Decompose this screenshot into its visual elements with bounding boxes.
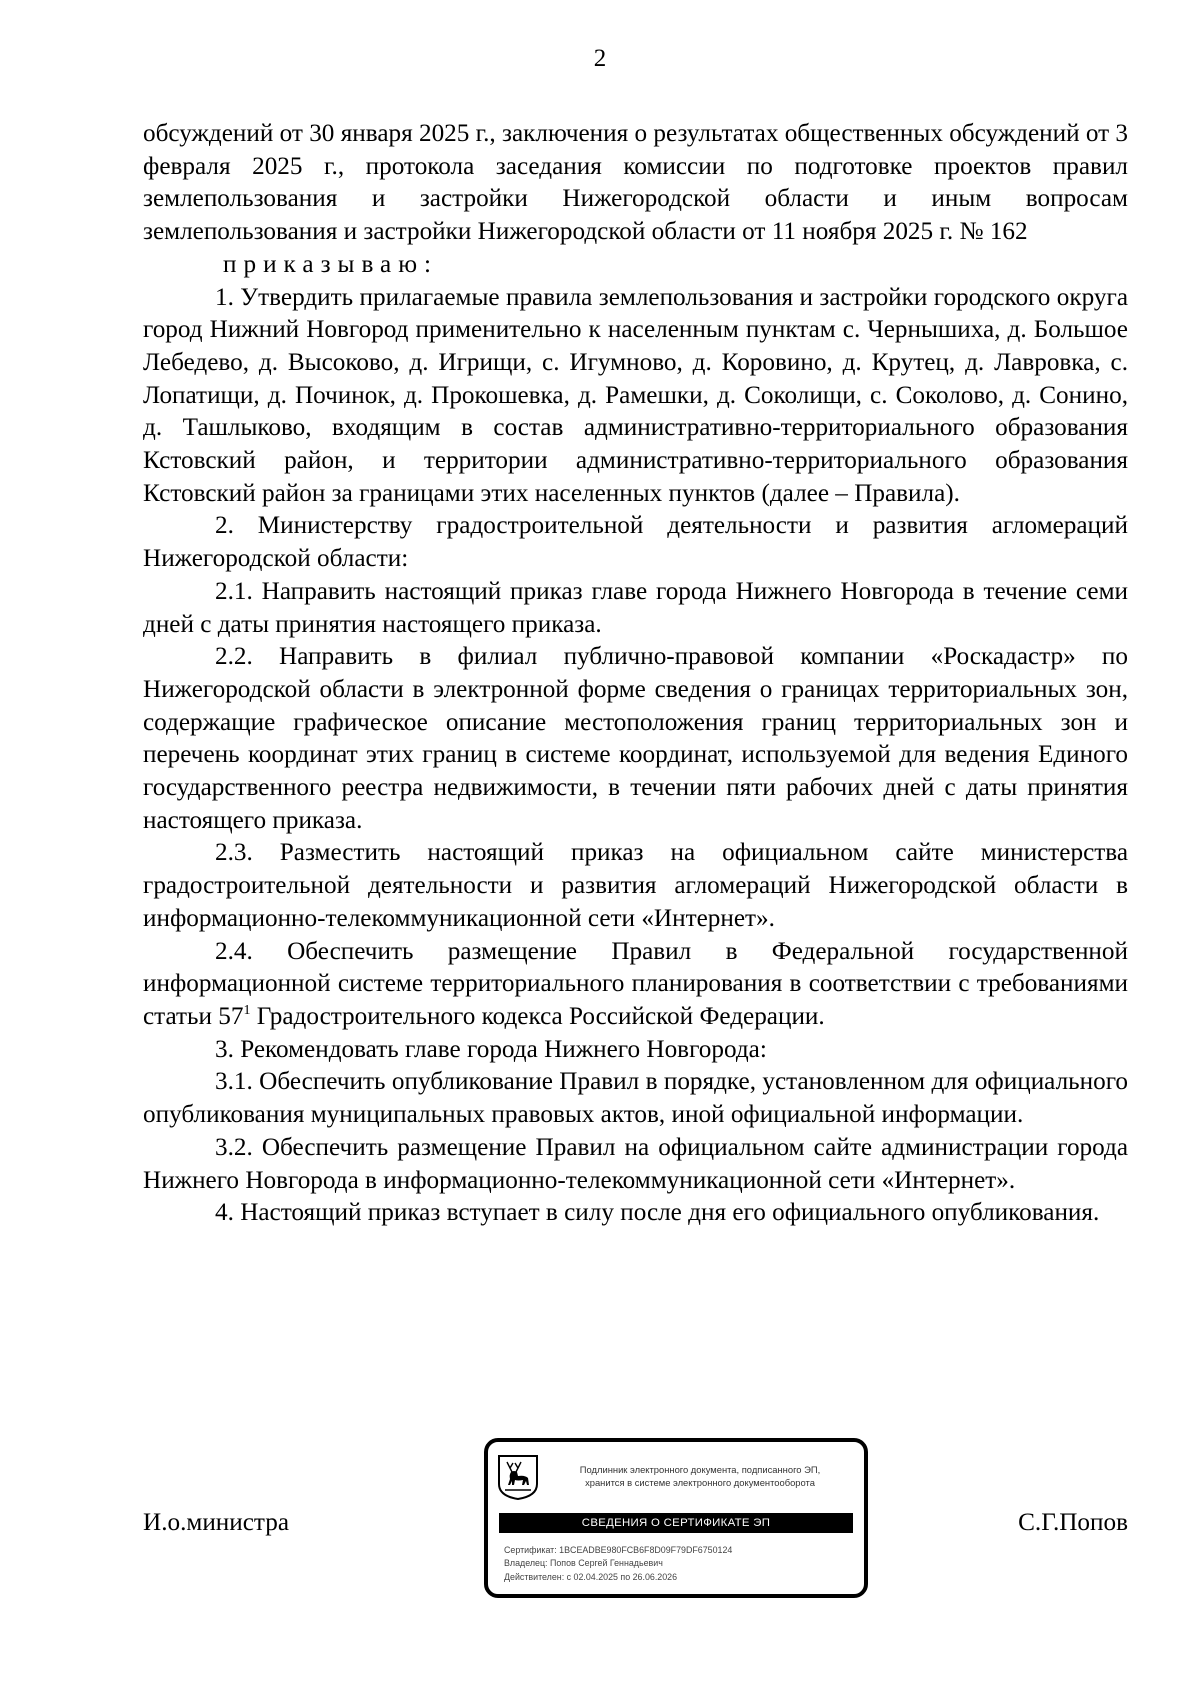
article-superscript: 1 <box>243 1002 251 1018</box>
electronic-signature-stamp <box>484 1438 868 1598</box>
stamp-certificate-validity: Действителен: с 02.04.2025 по 26.06.2026 <box>504 1571 678 1582</box>
paragraph-item-4: 4. Настоящий приказ вступает в силу после дня его официального опубликования. <box>215 1199 1100 1227</box>
stamp-certificate-details <box>504 1544 732 1584</box>
paragraph-item-2-2: 2.2. Направить в филиал публично-правовой компании «Роскадастр» по Нижегородской области в электронной форме сведения о границах территориальных зон, содержащие графическое описание местоположения границ территориальных зон и перечень координат этих границ в системе координат, используемой для ведения Единого государственного реестра недвижимости, в течении пяти рабочих дней с даты принятия настоящего приказа. <box>143 643 1128 834</box>
paragraph-item-2-4-text: 2.4. Обеспечить размещение Правил в Федеральной государственной информационной системе территориального планирования в соответствии с требованиями статьи 57 <box>143 937 1128 1030</box>
paragraph-item-3-1: 3.1. Обеспечить опубликование Правил в порядке, установленном для официального опубликования муниципальных правовых актов, иной официальной информации. <box>143 1068 1128 1129</box>
paragraph-item-2: 2. Министерству градостроительной деятельности и развития агломераций Нижегородской области: <box>143 512 1128 573</box>
document-body <box>143 118 1128 1230</box>
paragraph-item-2-4 <box>143 936 1128 1034</box>
paragraph-item-3: 3. Рекомендовать главе города Нижнего Новгорода: <box>215 1035 767 1063</box>
stamp-certificate-banner: СВЕДЕНИЯ О СЕРТИФИКАТЕ ЭП <box>499 1513 853 1533</box>
paragraph-item-2-3: 2.3. Разместить настоящий приказ на официальном сайте министерства градостроительной деятельности и развития агломераций Нижегородской области в информационно-телекоммуникационной сети «Интернет». <box>143 839 1128 932</box>
order-verb: приказываю: <box>223 250 439 278</box>
paragraph-item-3-2: 3.2. Обеспечить размещение Правил на официальном сайте администрации города Нижнего Новгорода в информационно-телекоммуникационной сети «Интернет». <box>143 1133 1128 1194</box>
signatory-position: И.о.министра <box>143 1509 290 1536</box>
paragraph-preamble-continuation: обсуждений от 30 января 2025 г., заключения о результатах общественных обсуждений от 3 февраля 2025 г., протокола заседания комиссии по подготовке проектов правил землепользования и застройки Нижегородской области и иным вопросам землепользования и застройки Нижегородской области от 11 ноября 2025 г. № 162 <box>143 120 1129 246</box>
nizhny-novgorod-deer-emblem-icon <box>497 1454 539 1500</box>
paragraph-item-1: 1. Утвердить прилагаемые правила землепользования и застройки городского округа город Нижний Новгород применительно к населенным пунктам с. Чернышиха, д. Большое Лебедево, д. Высоково, д. Игрищи, с. Игумново, д. Коровино, д. Крутец, д. Лавровка, с. Лопатищи, д. Починок, д. Прокошевка, д. Рамешки, д. Соколищи, с. Соколово, д. Сонино, д. Ташлыково, входящим в состав административно-территориального образования Кстовский район, и территории административно-территориального образования Кстовский район за границами этих населенных пунктов (далее – Правила). <box>143 283 1128 507</box>
signatory-name: С.Г.Попов <box>1018 1509 1128 1536</box>
stamp-certificate-owner: Владелец: Попов Сергей Геннадьевич <box>504 1558 663 1569</box>
stamp-certificate-number: Сертификат: 1BCEADBE980FCB6F8D09F79DF6750124 <box>504 1545 733 1555</box>
paragraph-item-2-1: 2.1. Направить настоящий приказ главе города Нижнего Новгорода в течение семи дней с даты принятия настоящего приказа. <box>143 577 1128 638</box>
stamp-storage-note: хранится в системе электронного документооборота <box>585 1477 815 1488</box>
stamp-original-note: Подлинник электронного документа, подписанного ЭП, <box>579 1464 821 1475</box>
page-number: 2 <box>593 45 607 72</box>
paragraph-item-2-4-tail: Градостроительного кодекса Российской Федерации. <box>250 1002 825 1030</box>
